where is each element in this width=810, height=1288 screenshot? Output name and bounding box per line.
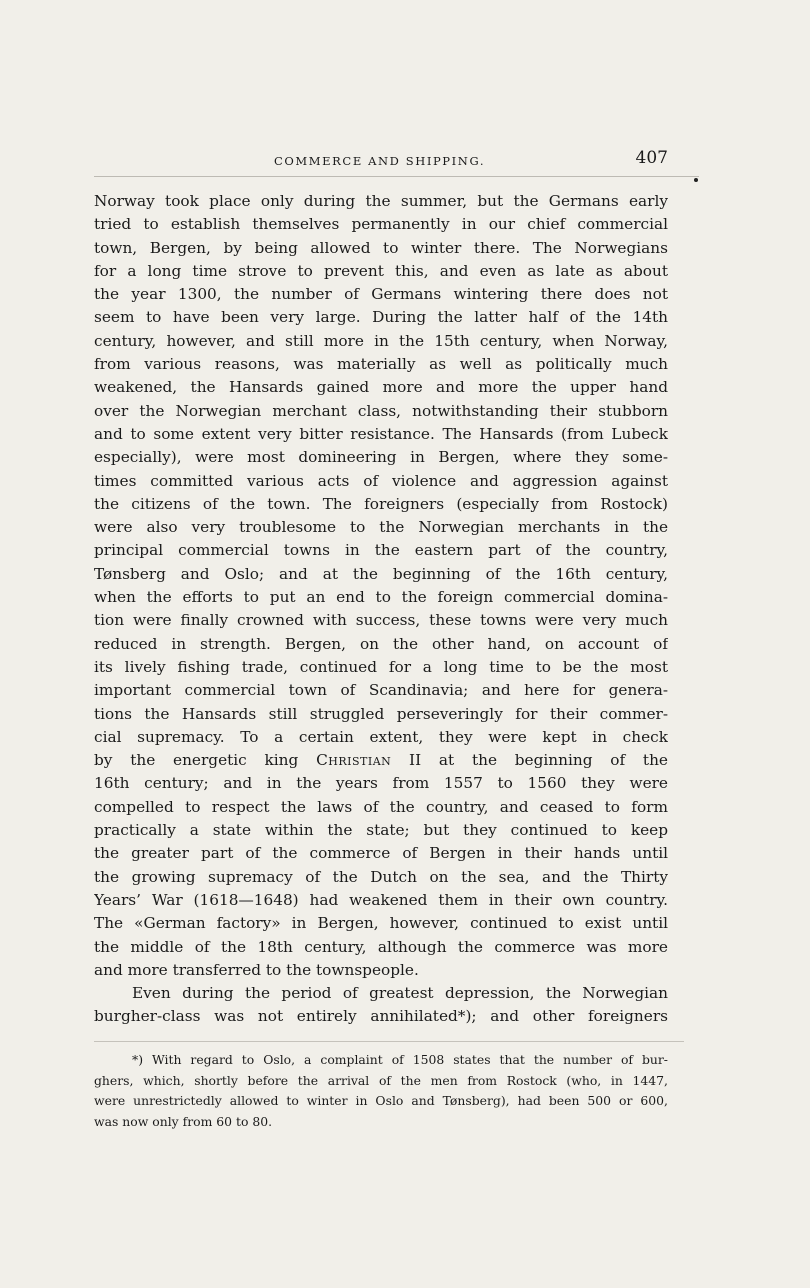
body-line: tion were finally crowned with success, these towns were very much <box>94 611 668 630</box>
body-line: weakened, the Hansards gained more and more the upper hand <box>94 378 668 397</box>
body-line: town, Bergen, by being allowed to winter there. The Norwegians <box>94 238 668 257</box>
body-line: seem to have been very large. During the latter half of the 14th <box>94 308 668 327</box>
body-line: the greater part of the commerce of Bergen in their hands until <box>94 844 668 863</box>
body-line: Norway took place only during the summer, but the Germans early <box>94 192 668 210</box>
body-line-christian <box>94 749 668 772</box>
body-line: century, however, and still more in the 15th century, when Norway, <box>94 331 668 350</box>
body-line: reduced in strength. Bergen, on the other hand, on account of <box>94 634 668 653</box>
footnote-line: were unrestrictedly allowed to winter in Oslo and Tønsberg), had been 500 or 600, <box>94 1093 668 1108</box>
body-line: from various reasons, was materially as well as politically much <box>94 355 668 374</box>
body-line: Years’ War (1618—1648) had weakened them in their own country. <box>94 890 668 909</box>
body-line: Tønsberg and Oslo; and at the beginning of the 16th century, <box>94 564 668 583</box>
footnote-line: was now only from 60 to 80. <box>94 1113 273 1129</box>
footnote-line: *) With regard to Oslo, a complaint of 1508 states that the number of bur- <box>132 1052 668 1067</box>
body-line: its lively fishing trade, continued for a long time to be the most <box>94 657 668 676</box>
body-line: especially), were most domineering in Bergen, where they some- <box>94 448 668 467</box>
body-line: for a long time strove to prevent this, and even as late as about <box>94 261 668 280</box>
running-title: COMMERCE AND SHIPPING. <box>274 154 486 168</box>
body-line: when the efforts to put an end to the foreign commercial domina- <box>94 588 668 607</box>
body-line: 16th century; and in the years from 1557 to 1560 they were <box>94 774 668 793</box>
body-line: were also very troublesome to the Norwegian merchants in the <box>94 518 668 537</box>
footnote-line: ghers, which, shortly before the arrival of the men from Rostock (who, in 1447, <box>94 1072 668 1088</box>
header-rule <box>94 176 699 177</box>
body-line: tions the Hansards still struggled perseveringly for their commer- <box>94 704 668 723</box>
christian-line-before: by the energetic king <box>94 751 317 770</box>
body-line: over the Norwegian merchant class, notwithstanding their stubborn <box>94 401 668 420</box>
body-line: and to some extent very bitter resistance. The Hansards (from Lubeck <box>94 424 668 443</box>
christian-line-after: II at the beginning of the <box>391 751 668 770</box>
body-line: the citizens of the town. The foreigners (especially from Rostock) <box>94 494 668 513</box>
king-name: Christian <box>316 751 392 770</box>
body-line: principal commercial towns in the eastern part of the country, <box>94 541 668 560</box>
body-line: the growing supremacy of the Dutch on the sea, and the Thirty <box>94 867 668 886</box>
body-line: The «German factory» in Bergen, however, continued to exist until <box>94 914 668 933</box>
body-line: and more transferred to the townspeople. <box>94 960 419 979</box>
body-line: times committed various acts of violence and aggression against <box>94 471 668 490</box>
running-head <box>94 148 668 172</box>
printer-mark <box>694 178 698 182</box>
footnote-rule <box>94 1041 684 1042</box>
body-line: tried to establish themselves permanently in our chief commercial <box>94 215 668 234</box>
paragraph-2-line: burgher-class was not entirely annihilated*); and other foreigners <box>94 1007 668 1026</box>
body-line: the middle of the 18th century, although the commerce was more <box>94 937 668 956</box>
page-number: 407 <box>635 148 668 168</box>
body-line: important commercial town of Scandinavia; and here for genera- <box>94 681 668 700</box>
body-line: the year 1300, the number of Germans wintering there does not <box>94 285 668 304</box>
body-line: compelled to respect the laws of the country, and ceased to form <box>94 797 668 816</box>
paragraph-2-line: Even during the period of greatest depression, the Norwegian <box>132 984 668 1003</box>
body-line: practically a state within the state; but they continued to keep <box>94 821 668 840</box>
body-line: cial supremacy. To a certain extent, they were kept in check <box>94 727 668 746</box>
body-text <box>94 190 668 1029</box>
footnote <box>94 1050 668 1132</box>
